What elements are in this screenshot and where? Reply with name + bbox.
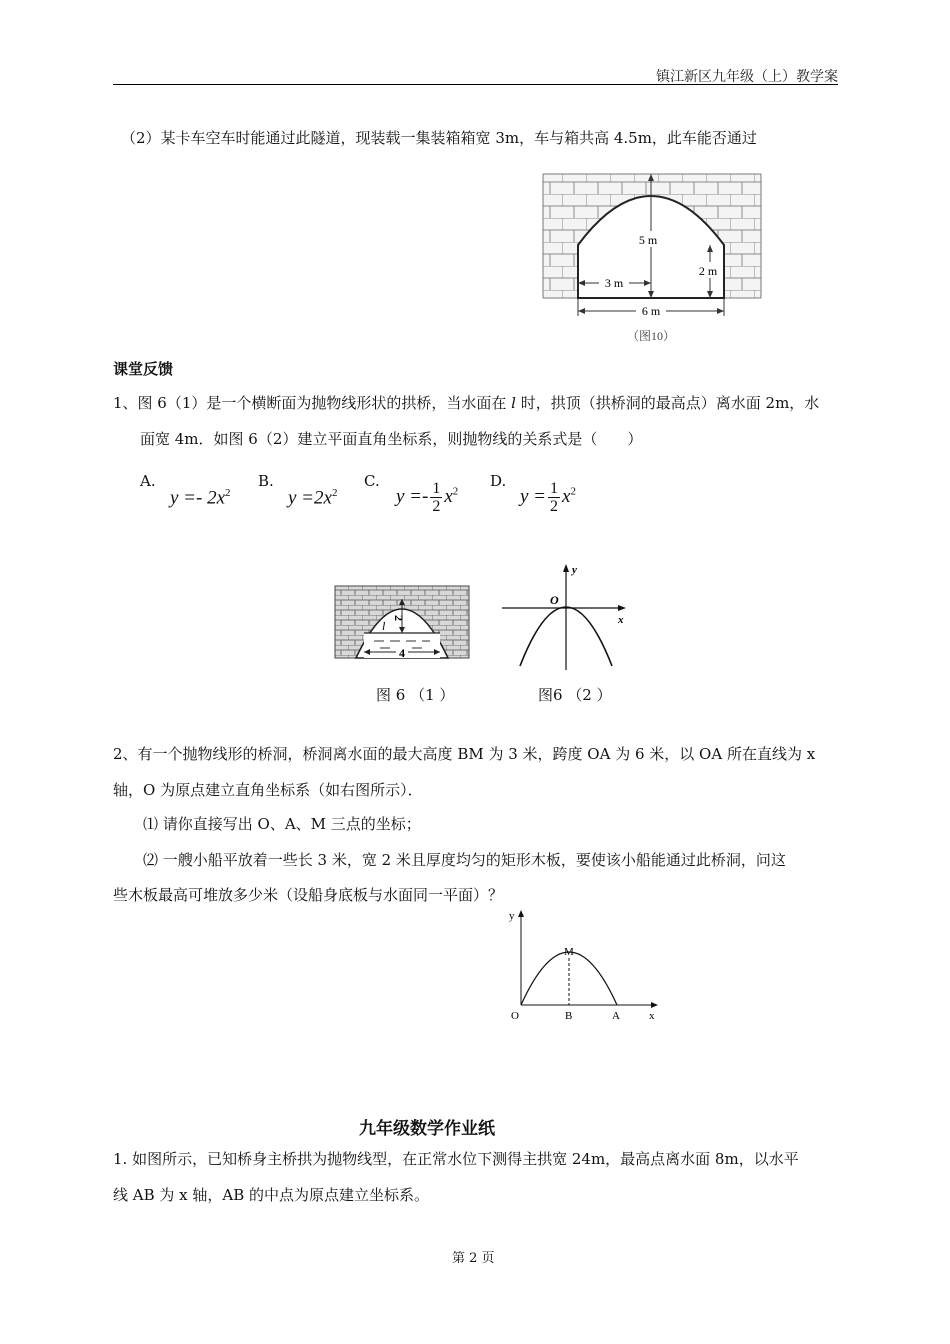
option-c-formula <box>396 480 458 515</box>
option-a-formula <box>170 487 231 509</box>
q1-line1 <box>113 394 819 412</box>
option-b-expr: y =2x <box>288 487 332 509</box>
figure-10-tunnel <box>538 170 768 350</box>
option-c-numerator: 1 <box>432 480 441 497</box>
option-b-exponent: 2 <box>331 487 338 499</box>
figure-10-caption: （图10） <box>626 329 676 343</box>
q1-line1-part-b: 时，拱顶（拱桥洞的最高点）离水面 2m，水 <box>515 394 820 412</box>
homework-q1-line1: 1. 如图所示，已知桥身主桥拱为抛物线型，在正常水位下测得主拱宽 24m，最高点离水面 8m，以水平 <box>113 1150 799 1168</box>
feedback-heading: 课堂反馈 <box>113 360 174 378</box>
figure-6-2-caption: 图6 （2 ） <box>538 686 612 704</box>
option-c-fraction <box>430 480 442 515</box>
option-d-formula <box>520 480 576 515</box>
problem-part2-text: （2）某卡车空车时能通过此隧道，现装载一集装箱箱宽 3m，车与箱共高 4.5m，此车能否通过 <box>121 129 757 147</box>
label-width-4: 4 <box>399 646 405 660</box>
option-d-label: D. <box>490 472 507 490</box>
option-d-exponent: 2 <box>570 485 576 498</box>
q2-sub1: ⑴ 请你直接写出 O、A、M 三点的坐标； <box>143 815 421 833</box>
label-5m: 5 m <box>638 233 658 247</box>
option-a-expr: y =- 2x <box>170 487 226 509</box>
q1-line1-part-a: 1、图 6（1）是一个横断面为抛物线形状的拱桥，当水面在 <box>113 394 512 412</box>
q1-line1-water-level: l <box>511 394 516 412</box>
axis-label-y-2: y <box>509 910 515 922</box>
q2-sub2: ⑵ 一艘小船平放着一些长 3 米，宽 2 米且厚度均匀的矩形木板，要使该小船能通过此桥洞，问这 <box>143 851 786 869</box>
option-c-denominator: 2 <box>432 498 441 515</box>
page-number: 第 2 页 <box>452 1251 495 1266</box>
option-c-label: C. <box>364 472 380 490</box>
option-d-numerator: 1 <box>550 480 559 497</box>
point-label-a: A <box>612 1010 620 1022</box>
label-height-2: 2 <box>392 615 406 621</box>
option-a-label: A. <box>140 472 156 490</box>
q1-line2: 面宽 4m．如图 6（2）建立平面直角坐标系，则抛物线的关系式是（ ） <box>140 430 643 448</box>
axis-label-x-2: x <box>649 1010 655 1022</box>
q2-figure-graph <box>505 905 665 1023</box>
label-water-l: l <box>382 619 386 633</box>
axis-label-x: x <box>618 614 624 626</box>
option-c-expr: y =- <box>396 485 429 507</box>
q2-sub2-cont: 些木板最高可堆放多少米（设船身底板与水面同一平面）？ <box>113 886 504 904</box>
option-d-expr: y = <box>520 485 547 507</box>
q2-line2: 轴，O 为原点建立直角坐标系（如右图所示）． <box>113 781 423 799</box>
axis-label-y: y <box>572 564 577 576</box>
option-c-variable: x <box>444 485 453 507</box>
q2-line1: 2、有一个抛物线形的桥洞，桥洞离水面的最大高度 BM 为 3 米，跨度 OA 为 6 米，以 OA 所在直线为 x <box>113 745 816 763</box>
option-c-exponent: 2 <box>452 485 459 498</box>
point-label-b: B <box>565 1010 573 1022</box>
origin-label-o: O <box>550 593 559 607</box>
figure-6-1-caption: 图 6 （1 ） <box>376 686 455 704</box>
page-header-title: 镇江新区九年级（上）教学案 <box>656 69 838 85</box>
point-label-m: M <box>564 946 574 958</box>
option-d-denominator: 2 <box>550 498 559 515</box>
figure-6-1-bridge <box>334 585 470 660</box>
homework-title: 九年级数学作业纸 <box>359 1119 495 1139</box>
homework-q1-line2: 线 AB 为 x 轴，AB 的中点为原点建立坐标系。 <box>113 1186 430 1204</box>
option-d-fraction <box>548 480 560 515</box>
label-2m: 2 m <box>698 264 718 278</box>
option-a-exponent: 2 <box>225 487 231 499</box>
label-6m: 6 m <box>641 304 661 318</box>
point-label-o: O <box>511 1010 519 1022</box>
option-b-formula <box>288 487 337 509</box>
header-rule <box>113 84 838 85</box>
label-3m: 3 m <box>604 276 624 290</box>
figure-6-2-graph <box>500 562 630 672</box>
option-d-variable: x <box>562 485 571 507</box>
option-b-label: B. <box>258 472 274 490</box>
